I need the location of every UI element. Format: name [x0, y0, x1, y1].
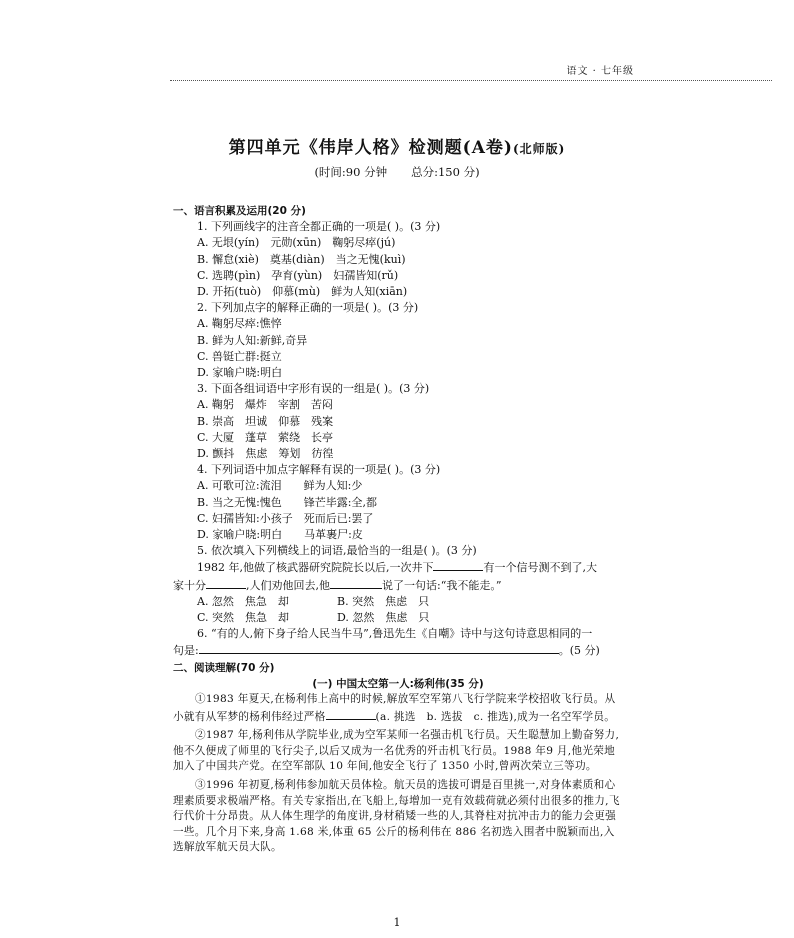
page-title [0, 133, 794, 158]
q4-option-d: D. 家喻户晓:明白 马革裹尸:皮 [197, 528, 363, 542]
q6-stem-b: 句是: [173, 644, 199, 658]
reading-1-title: (一) 中国太空第一人:杨利伟(35 分) [312, 677, 484, 690]
q5-option-c: C. 突然 焦急 却 [197, 611, 290, 625]
q1-option-d: D. 开拓(tuò) 仰慕(mù) 鲜为人知(xiān) [197, 285, 408, 299]
p1-blank[interactable] [326, 708, 376, 720]
exam-content [173, 203, 623, 856]
exam-time: (时间:90 分钟 [314, 165, 388, 179]
p1-text-b: (a. 挑选 b. 选拔 c. 推选),成为一名空军学员。 [375, 710, 616, 723]
q5-options-row-2 [173, 610, 623, 626]
header-subject: 语文 · 七年级 [566, 66, 634, 77]
q5-option-d: D. 忽然 焦虑 只 [337, 611, 430, 625]
question-4-stem: 4. 下列词语中加点字解释有误的一项是( )。(3 分) [197, 463, 441, 477]
q4-option-b: B. 当之无愧:愧色 锋芒毕露:全,都 [197, 495, 377, 509]
q3-option-d: D. 颤抖 焦虑 筹划 彷徨 [197, 447, 334, 461]
q3-option-a: A. 鞠躬 爆炸 宰割 苦闷 [197, 398, 333, 412]
q5-blank-1[interactable] [433, 559, 483, 571]
section-heading-2: 二、阅读理解(70 分) [173, 661, 275, 674]
q5-passage-line-1 [173, 559, 623, 576]
q3-option-b: B. 崇高 坦诚 仰慕 残案 [197, 414, 334, 428]
question-2-stem: 2. 下列加点字的解释正确的一项是( )。(3 分) [197, 301, 419, 315]
q5-passage-b: 有一个信号测不到了,大 [483, 561, 597, 575]
q3-option-c: C. 大厦 蓬草 萦绕 长亭 [197, 430, 334, 444]
q5-option-b: B. 突然 焦虑 只 [337, 594, 430, 608]
page-number: 1 [393, 916, 401, 929]
section-heading-1: 一、语言积累及运用(20 分) [173, 205, 306, 217]
q5-passage-a: 1982 年,他做了核武器研究院院长以后,一次井下 [197, 561, 434, 575]
q5-passage-c: 家十分 [173, 578, 206, 592]
question-1-stem: 1. 下列画线字的注音全都正确的一项是( )。(3 分) [197, 220, 441, 234]
q5-options-row-1 [173, 594, 623, 610]
q2-option-b: B. 鲜为人知:新鲜,奇异 [197, 333, 308, 347]
q6-answer-blank[interactable] [199, 642, 559, 654]
q6-answer-line [173, 642, 623, 659]
question-6-stem: 6. “有的人,俯下身子给人民当牛马”,鲁迅先生《自嘲》诗中与这句诗意思相同的一 [197, 627, 593, 641]
reading-1-paragraph-3: ③1996 年初夏,杨利伟参加航天员体检。航天员的选拔可谓是百里挑一,对身体素质和心理素质要求极端严格。有关专家指出,在飞船上,每增加一克有效载荷就必须付出很多的推力,飞行代价十分昂贵。从人体生理学的角度讲,身材稍矮一些的人,其脊柱对抗冲击力的能力会更强一些。几个月下来,身高 1.68 米,体重 65 公斤的杨利伟在 886 名初选入围者中脱颖而出,入选解放军航天员大队。 [173, 779, 620, 854]
question-3-stem: 3. 下面各组词语中字形有误的一组是( )。(3 分) [197, 382, 430, 396]
q6-stem-c: 。(5 分) [558, 644, 600, 658]
q2-option-c: C. 兽铤亡群:挺立 [197, 349, 282, 363]
reading-1-paragraph-1 [173, 692, 623, 725]
p1-text-a: ①1983 年夏天,在杨利伟上高中的时候,解放军空军第八飞行学院来学校招收飞行员。从小就有从军梦的杨利伟经过严格 [173, 693, 616, 723]
reading-1-paragraph-2: ②1987 年,杨利伟从学院毕业,成为空军某师一名强击机飞行员。天生聪慧加上勤奋努力,他不久便成了师里的飞行尖子,以后又成为一名优秀的歼击机飞行员。1988 年9 月,他光荣地加入了中国共产党。在空军部队 10 年间,他安全飞行了 1350 小时,曾两次荣立三等功。 [173, 729, 620, 773]
q1-option-a: A. 无垠(yín) 元勋(xūn) 鞠躬尽瘁(jú) [197, 236, 396, 250]
q4-option-c: C. 妇孺皆知:小孩子 死而后已:罢了 [197, 511, 374, 525]
q5-passage-e: 说了一句话:“我不能走。” [382, 578, 502, 592]
q1-option-c: C. 选聘(pìn) 孕育(yùn) 妇孺皆知(rǔ) [197, 268, 399, 282]
q5-blank-3[interactable] [330, 577, 382, 589]
title-main: 第四单元《伟岸人格》检测题(A卷) [228, 138, 513, 158]
title-edition: (北师版) [512, 142, 566, 156]
header-divider [170, 80, 772, 81]
q2-option-a: A. 鞠躬尽瘁:憔悴 [197, 317, 282, 331]
q5-option-a: A. 忽然 焦急 却 [197, 594, 289, 608]
exam-score: 总分:150 分) [411, 165, 480, 179]
q5-blank-2[interactable] [206, 577, 246, 589]
exam-info [0, 164, 794, 180]
q5-passage-d: ,人们劝他回去,他 [246, 578, 330, 592]
q5-passage-line-2 [173, 577, 623, 594]
q4-option-a: A. 可歌可泣:流泪 鲜为人知:少 [197, 479, 363, 493]
q2-option-d: D. 家喻户晓:明白 [197, 366, 283, 380]
question-5-stem: 5. 依次填入下列横线上的词语,最恰当的一组是( )。(3 分) [197, 544, 477, 558]
q1-option-b: B. 懈怠(xiè) 奠基(diàn) 当之无愧(kuì) [197, 252, 406, 266]
